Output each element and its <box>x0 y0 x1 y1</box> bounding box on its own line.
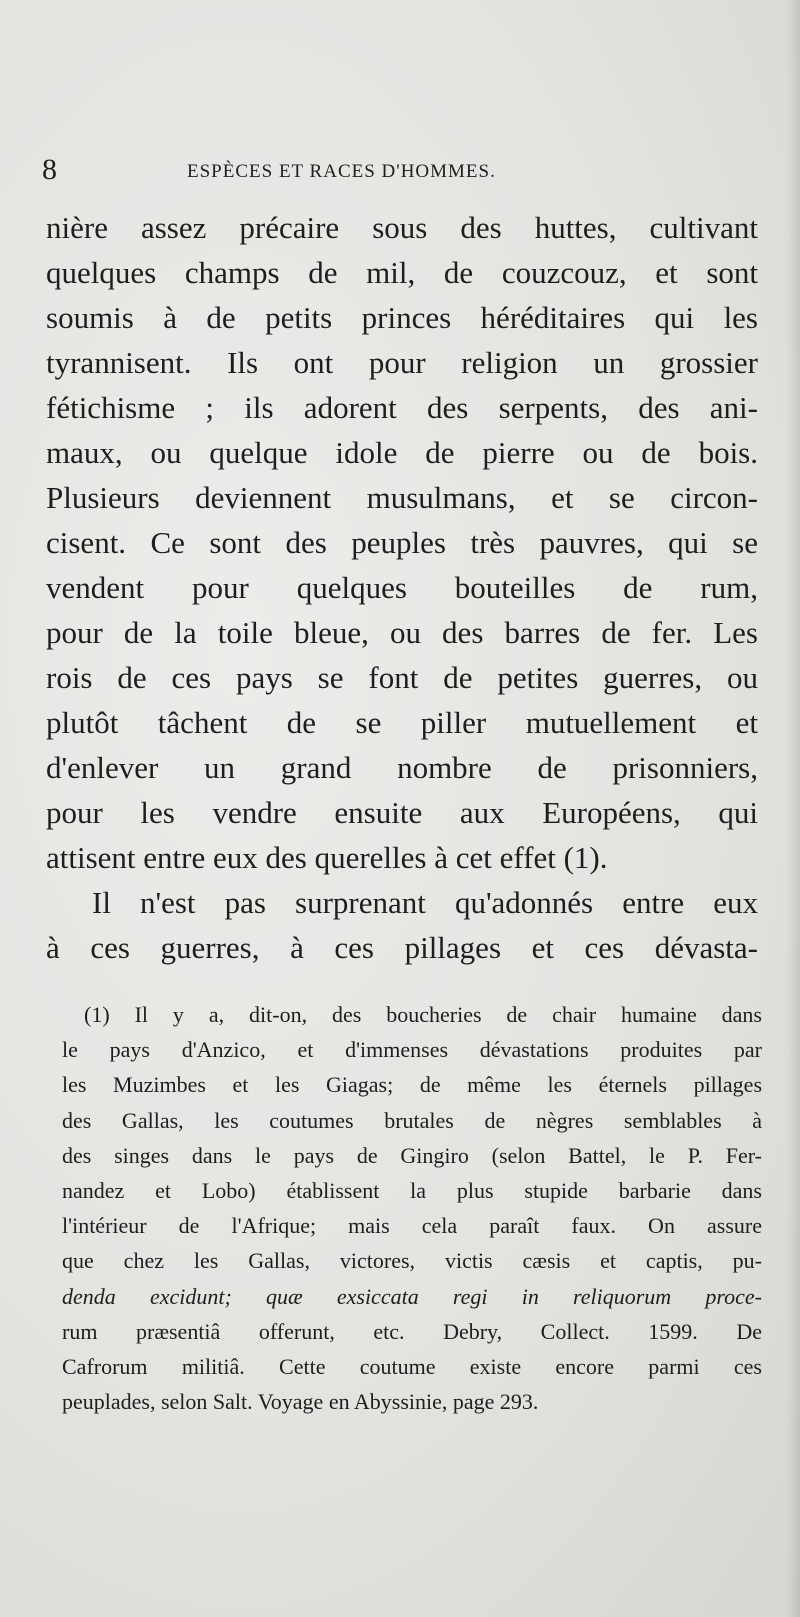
page-edge-shadow <box>786 0 800 1617</box>
footnote-line <box>62 997 762 1032</box>
footnote-line: nandez et Lobo) établissent la plus stupide barbarie dans <box>62 1177 762 1203</box>
body-line: d'enlever un grand nombre de prisonniers, <box>46 750 758 785</box>
body-line: maux, ou quelque idole de pierre ou de bois. <box>46 435 758 470</box>
body-line: quelques champs de mil, de couzcouz, et sont <box>46 255 758 290</box>
footnote-line: l'intérieur de l'Afrique; mais cela paraît faux. On assure <box>62 1213 762 1239</box>
body-line: vendent pour quelques bouteilles de rum, <box>46 570 758 605</box>
footnote-line: denda excidunt; quæ exsiccata regi in reliquorum proce- <box>62 1283 762 1309</box>
body-line: soumis à de petits princes héréditaires qui les <box>46 300 758 335</box>
body-line: cisent. Ce sont des peuples très pauvres, qui se <box>46 525 758 560</box>
footnote <box>62 997 762 1419</box>
body-line: fétichisme ; ils adorent des serpents, des ani- <box>46 390 758 425</box>
page-number: 8 <box>42 153 57 186</box>
footnote-line: peuplades, selon Salt. Voyage en Abyssinie, page 293. <box>62 1389 539 1415</box>
footnote-line: que chez les Gallas, victores, victis cæsis et captis, pu- <box>62 1248 762 1274</box>
body-line: nière assez précaire sous des huttes, cultivant <box>46 210 758 245</box>
body-line: à ces guerres, à ces pillages et ces dévasta- <box>46 930 758 965</box>
footnote-line: Cafrorum militiâ. Cette coutume existe encore parmi ces <box>62 1353 762 1379</box>
footnote-line: des singes dans le pays de Gingiro (selon Battel, le P. Fer- <box>62 1142 762 1168</box>
body-line: plutôt tâchent de se piller mutuellement et <box>46 705 758 740</box>
body-line: pour les vendre ensuite aux Européens, qui <box>46 795 758 830</box>
body-line: Plusieurs deviennent musulmans, et se circon- <box>46 480 758 515</box>
body-line: Il n'est pas surprenant qu'adonnés entre eux <box>92 885 758 920</box>
page-header <box>42 150 742 190</box>
running-title: ESPÈCES ET RACES D'HOMMES. <box>187 161 496 182</box>
footnote-line: les Muzimbes et les Giagas; de même les éternels pillages <box>62 1072 762 1098</box>
footnote-line: des Gallas, les coutumes brutales de nègres semblables à <box>62 1107 762 1133</box>
body-line: tyrannisent. Ils ont pour religion un grossier <box>46 345 758 380</box>
body-line: attisent entre eux des querelles à cet effet (1). <box>46 840 608 875</box>
footnote-line: le pays d'Anzico, et d'immenses dévastations produites par <box>62 1037 762 1063</box>
footnote-text: (1) Il y a, dit-on, des boucheries de chair humaine dans <box>84 1002 762 1027</box>
body-line: rois de ces pays se font de petites guerres, ou <box>46 660 758 695</box>
footnote-line: rum præsentiâ offerunt, etc. Debry, Collect. 1599. De <box>62 1318 762 1344</box>
body-line: pour de la toile bleue, ou des barres de fer. Les <box>46 615 758 650</box>
body-text <box>46 205 758 970</box>
